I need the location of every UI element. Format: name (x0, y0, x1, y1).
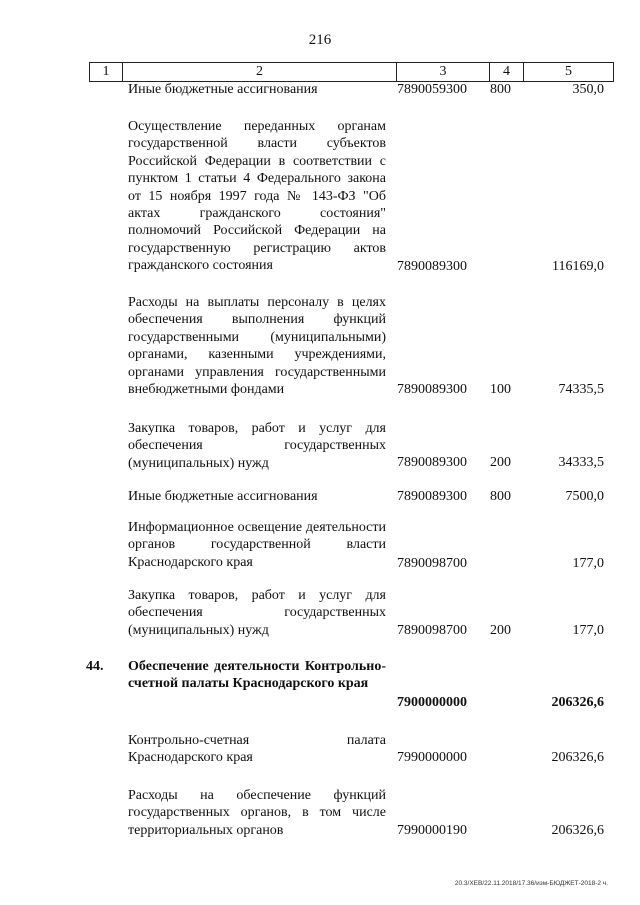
document-footer: 20.3/ХЕВ/22.11.2018/17.36/изм-БЮДЖЕТ-2018-2 ч. (454, 880, 608, 887)
row-amount: 350,0 (572, 82, 604, 97)
row-description: Контрольно-счетная палата Краснодарского края (128, 733, 386, 766)
row-expense-type: 200 (490, 623, 511, 638)
row-description: Осуществление переданных органам государственной власти субъектов Российской Федерации в соответствии с пунктом 1 статьи 4 Федерального закона от 15 ноября 1997 года № 143-ФЗ "Об актах гражданского состояния" полномочий Российской Федерации на государственную регистрацию актов гражданского состояния (128, 119, 386, 274)
row-description: Закупка товаров, работ и услуг для обеспечения государственных (муниципальных) нужд (128, 588, 386, 638)
row-target-code: 7890089300 (397, 382, 467, 397)
row-target-code: 7890098700 (397, 556, 467, 571)
row-expense-type: 800 (490, 82, 511, 97)
row-amount: 34333,5 (558, 455, 604, 470)
row-description: Расходы на выплаты персоналу в целях обеспечения выполнения функций государственными (муниципальными) органами, казенными учреждениями, органами управления государственными внебюджетными фондами (128, 295, 386, 398)
row-amount: 177,0 (572, 556, 604, 571)
row-target-code: 7890098700 (397, 623, 467, 638)
row-number: 44. (86, 659, 104, 674)
row-amount: 116169,0 (552, 259, 604, 274)
row-description: Информационное освещение деятельности органов государственной власти Краснодарского края (128, 520, 386, 570)
row-target-code: 7990000190 (397, 823, 467, 838)
column-header-1: 1 (90, 63, 123, 82)
row-description: Иные бюджетные ассигнования (128, 489, 318, 504)
row-amount: 206326,6 (551, 823, 604, 838)
row-amount: 206326,6 (551, 750, 604, 765)
row-description: Обеспечение деятельности Контрольно-счетной палаты Краснодарского края (128, 659, 386, 692)
row-amount: 7500,0 (565, 489, 604, 504)
row-target-code: 7890089300 (397, 489, 467, 504)
row-amount: 206326,6 (551, 695, 604, 710)
column-header-2: 2 (123, 63, 397, 82)
table-header (89, 62, 614, 82)
row-target-code: 7890059300 (397, 82, 467, 97)
row-target-code: 7990000000 (397, 750, 467, 765)
row-amount: 74335,5 (558, 382, 604, 397)
row-description: Иные бюджетные ассигнования (128, 82, 318, 97)
row-expense-type: 100 (490, 382, 511, 397)
page-number: 216 (308, 32, 332, 48)
row-target-code: 7890089300 (397, 455, 467, 470)
row-expense-type: 800 (490, 489, 511, 504)
row-description: Расходы на обеспечение функций государственных органов, в том числе территориальных органов (128, 788, 386, 838)
row-target-code: 7900000000 (397, 695, 467, 710)
column-header-3: 3 (397, 63, 490, 82)
column-header-4: 4 (490, 63, 524, 82)
row-description: Закупка товаров, работ и услуг для обеспечения государственных (муниципальных) нужд (128, 421, 386, 471)
row-target-code: 7890089300 (397, 259, 467, 274)
row-amount: 177,0 (572, 623, 604, 638)
row-expense-type: 200 (490, 455, 511, 470)
column-header-5: 5 (524, 63, 614, 82)
